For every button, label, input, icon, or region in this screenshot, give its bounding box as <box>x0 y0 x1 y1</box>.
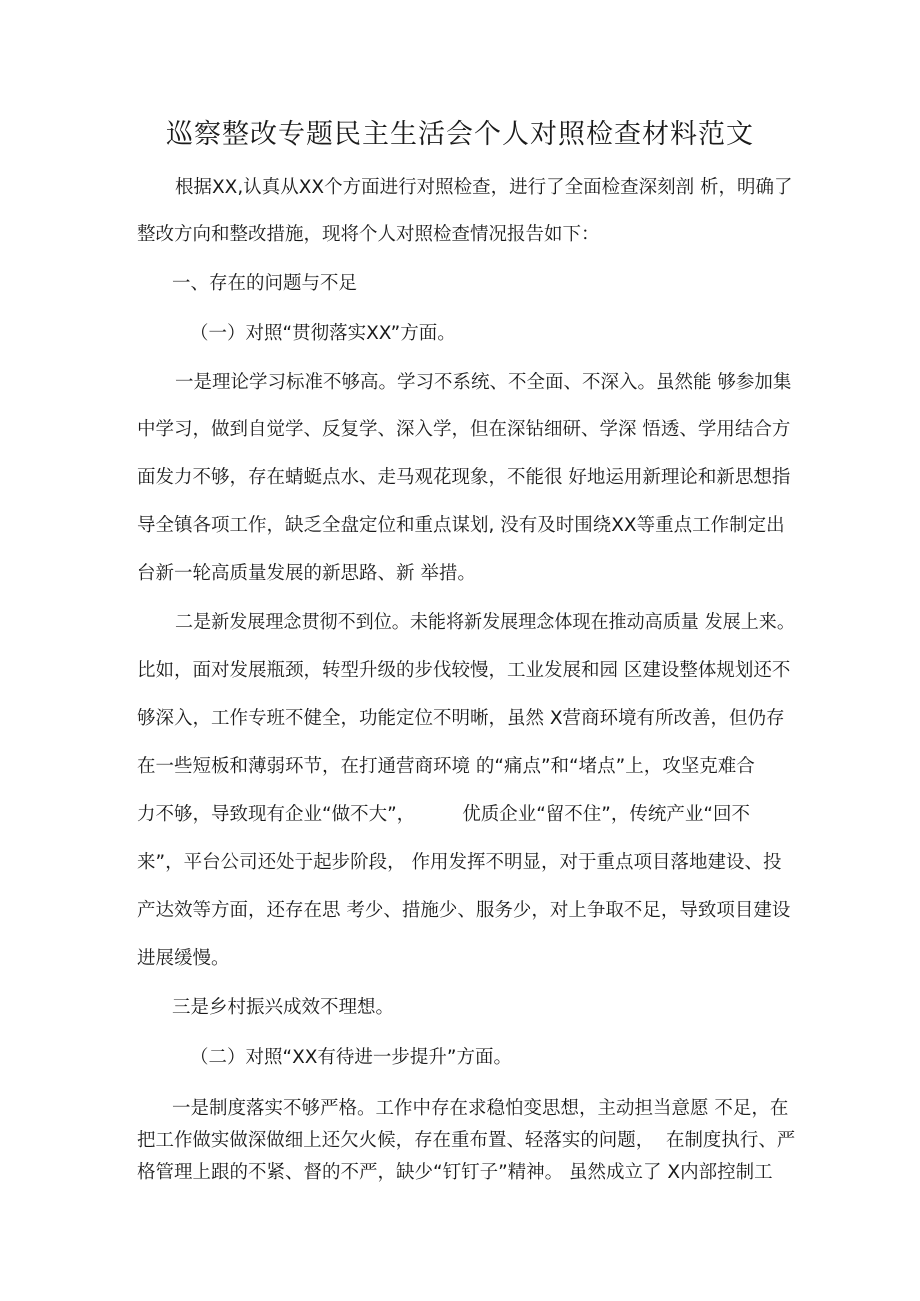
body-line: 够深入，工作专班不健全，功能定位不明晰，虽然 X营商环境有所改善，但仍存 <box>137 708 785 729</box>
body-line: 把工作做实做深做细上还欠火候，存在重布置、轻落实的问题， 在制度执行、严 <box>137 1130 796 1151</box>
body-line: 导全镇各项工作，缺乏全盘定位和重点谋划, 没有及时围绕XX等重点工作制定出 <box>137 515 785 536</box>
body-line: 三是乡村振兴成效不理想。 <box>172 997 395 1018</box>
body-line: 格管理上跟的不紧、督的不严，缺少“钉钉子”精神。 虽然成立了 X内部控制工 <box>137 1162 773 1183</box>
body-line: 一是制度落实不够严格。工作中存在求稳怕变思想，主动担当意愿 不足，在 <box>172 1098 789 1119</box>
subsection-heading: （一）对照“贯彻落实XX”方面。 <box>190 323 456 344</box>
body-line: 比如，面对发展瓶颈，转型升级的步伐较慢，工业发展和园 区建设整体规划还不 <box>137 660 791 681</box>
body-line: 二是新发展理念贯彻不到位。未能将新发展理念体现在推动高质量 发展上来。 <box>175 612 795 633</box>
body-line: 整改方向和整改措施，现将个人对照检查情况报告如下： <box>137 224 600 245</box>
body-line: 台新一轮高质量发展的新思路、新 举措。 <box>137 563 476 584</box>
document-title: 巡察整改专题民主生活会个人对照检查材料范文 <box>166 119 754 150</box>
body-line: 面发力不够，存在蜻蜓点水、走马观花现象，不能很 好地运用新理论和新思想指 <box>137 467 791 488</box>
body-line: 在一些短板和薄弱环节，在打通营商环境 的“痛点”和“堵点”上，攻坚克难合 <box>137 756 755 777</box>
body-line: 力不够，导致现有企业“做不大”， 优质企业“留不住”，传统产业“回不 <box>137 804 750 825</box>
body-line: 根据XX,认真从XX个方面进行对照检查，进行了全面检查深刻剖 析，明确了 <box>175 177 793 198</box>
body-line: 一是理论学习标准不够高。学习不系统、不全面、不深入。虽然能 够参加集 <box>175 372 792 393</box>
subsection-heading: （二）对照“XX有待进一步提升”方面。 <box>190 1047 513 1068</box>
section-heading: 一、存在的问题与不足 <box>172 273 358 294</box>
body-line: 来”，平台公司还处于起步阶段， 作用发挥不明显，对于重点项目落地建设、投 <box>137 852 782 873</box>
body-line: 产达效等方面，还存在思 考少、措施少、服务少，对上争取不足，导致项目建设 <box>137 900 791 921</box>
body-line: 进展缓慢。 <box>137 948 230 969</box>
body-line: 中学习，做到自觉学、反复学、深入学，但在深钻细研、学深 悟透、学用结合方 <box>137 419 791 440</box>
